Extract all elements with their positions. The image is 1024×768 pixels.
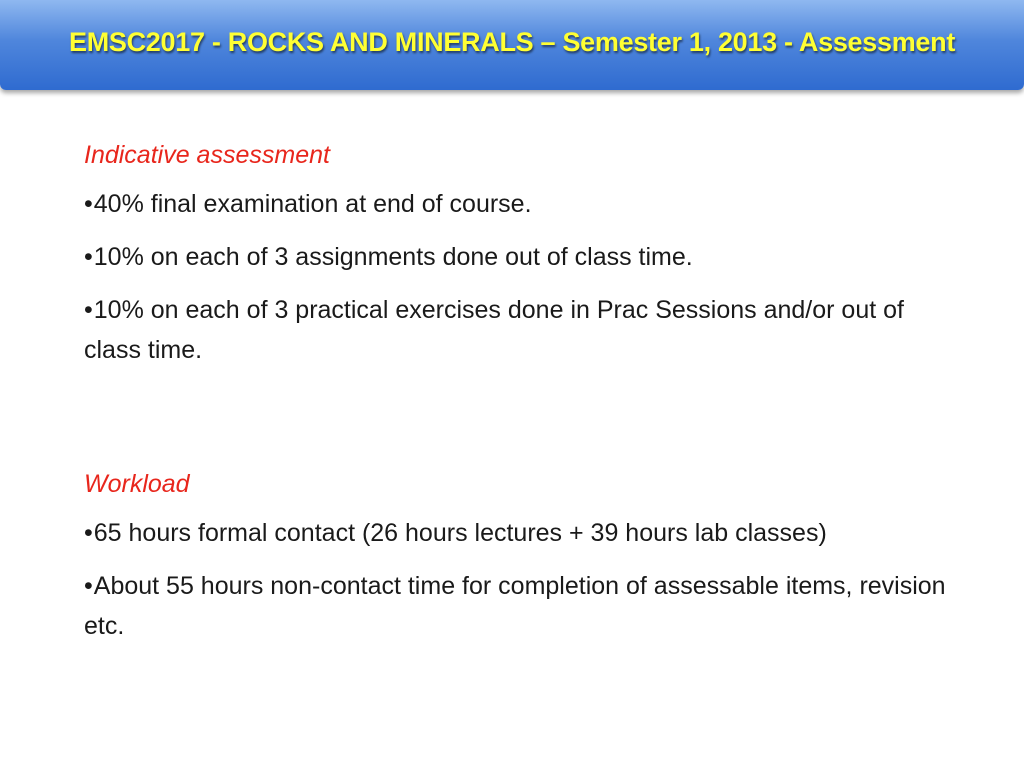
bullet-item <box>84 290 914 370</box>
bullet-item <box>84 237 1004 277</box>
bullet-item <box>84 513 1004 553</box>
bullet-glyph: • <box>84 572 93 600</box>
section-indicative-assessment <box>84 138 1004 370</box>
slide-title: EMSC2017 - ROCKS AND MINERALS – Semester 1, 2013 - Assessment <box>68 26 956 57</box>
bullet-text: About 55 hours non-contact time for completion of assessable items, revision etc. <box>84 572 946 640</box>
bullet-text: 10% on each of 3 practical exercises done in Prac Sessions and/or out of class time. <box>84 296 904 364</box>
bullet-glyph: • <box>84 243 93 271</box>
bullet-item <box>84 184 1004 224</box>
bullet-text: 10% on each of 3 assignments done out of class time. <box>93 243 693 271</box>
section-heading: Workload <box>84 470 190 498</box>
bullet-glyph: • <box>84 296 93 324</box>
section-workload <box>84 467 1004 646</box>
title-bar <box>0 0 1024 90</box>
bullet-glyph: • <box>84 519 93 547</box>
bullet-text: 40% final examination at end of course. <box>93 190 532 218</box>
section-spacer <box>84 383 1004 467</box>
slide-content <box>84 138 1004 659</box>
section-heading: Indicative assessment <box>84 141 330 169</box>
bullet-item <box>84 566 984 646</box>
bullet-text: 65 hours formal contact (26 hours lectures + 39 hours lab classes) <box>93 519 827 547</box>
bullet-glyph: • <box>84 190 93 218</box>
